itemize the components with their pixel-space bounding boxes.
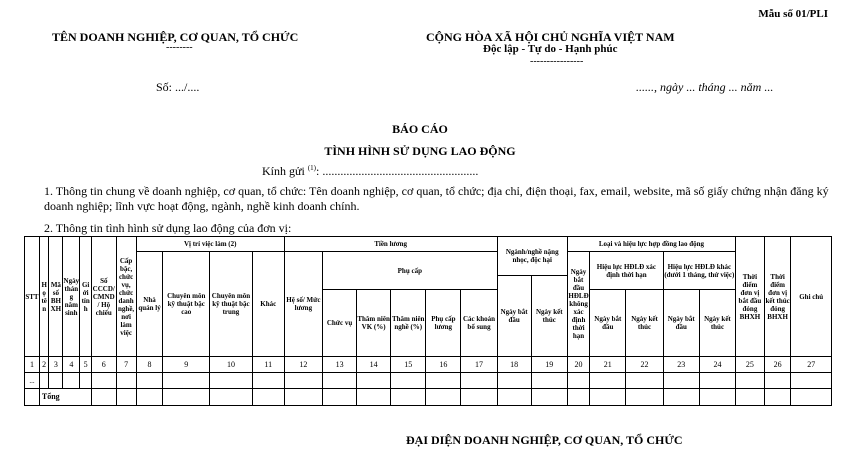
header-khoan-bo-sung: Các khoản bổ sung [461, 290, 497, 357]
col-num: 16 [426, 357, 461, 373]
motto: Độc lập - Tự do - Hạnh phúc [483, 43, 618, 55]
col-num: 9 [163, 357, 210, 373]
header-nganh-ket-thuc: Ngày kết thúc [531, 276, 567, 357]
header-nha-quan-ly: Nhà quản lý [136, 252, 163, 357]
col-num: 4 [63, 357, 80, 373]
col-num: 2 [39, 357, 49, 373]
header-ngay-sinh: Ngày tháng năm sinh [63, 237, 80, 357]
total-row [25, 389, 832, 406]
header-xd-ket-thuc: Ngày kết thúc [626, 290, 663, 357]
col-num: 25 [736, 357, 765, 373]
org-name: TÊN DOANH NGHIỆP, CƠ QUAN, TỔ CHỨC [52, 30, 299, 44]
header-cmkt-cao: Chuyên môn kỹ thuật bậc cao [163, 252, 210, 357]
header-khac-ket-thuc: Ngày kết thúc [699, 290, 735, 357]
col-num: 21 [590, 357, 626, 373]
col-num: 27 [791, 357, 832, 373]
header-ho-ten: Họ tên [39, 237, 49, 357]
col-num: 13 [323, 357, 357, 373]
header-xac-dinh-thoi-han: Hiệu lực HĐLĐ xác định thời hạn [590, 252, 663, 290]
header-cmkt-trung: Chuyên môn kỹ thuật bậc trung [210, 252, 253, 357]
labor-report-table [24, 236, 832, 406]
header-xd-bat-dau: Ngày bắt đầu [590, 290, 626, 357]
col-num: 10 [210, 357, 253, 373]
col-num: 23 [663, 357, 699, 373]
col-num: 3 [49, 357, 63, 373]
header-tien-luong: Tiền lương [284, 237, 497, 252]
org-dash: -------- [166, 42, 193, 53]
column-number-row [25, 357, 832, 373]
nation-title: CỘNG HÒA XÃ HỘI CHỦ NGHĨA VIỆT NAM [426, 30, 675, 44]
recipient-line [262, 164, 478, 179]
col-num: 1 [25, 357, 40, 373]
col-num: 6 [92, 357, 116, 373]
col-num: 18 [497, 357, 531, 373]
header-cccd: Số CCCD/ CMND/ Hộ chiếu [92, 237, 116, 357]
header-phu-cap-luong: Phụ cấp lương [426, 290, 461, 357]
header-stt: STT [25, 237, 40, 357]
report-title: BÁO CÁO [392, 122, 448, 136]
header-td-ket-thuc-bhxh: Thời điểm đơn vị kết thúc đóng BHXH [764, 237, 791, 357]
col-num: 19 [531, 357, 567, 373]
col-num: 7 [116, 357, 136, 373]
header-ghi-chu: Ghi chú [791, 237, 832, 357]
header-he-so: Hệ số/ Mức lương [284, 252, 322, 357]
header-phu-cap: Phụ cấp [323, 252, 498, 290]
col-num: 14 [357, 357, 391, 373]
col-num: 22 [626, 357, 663, 373]
col-num: 15 [391, 357, 426, 373]
form-code: Mẫu số 01/PLI [758, 8, 828, 20]
header-khac: Khác [252, 252, 284, 357]
header-vi-tri-viec-lam: Vị trí việc làm (2) [136, 237, 284, 252]
header-tham-nien-vk: Thâm niên VK (%) [357, 290, 391, 357]
row-dots: ... [25, 373, 40, 389]
col-num: 5 [80, 357, 92, 373]
footer-signature-title: ĐẠI DIỆN DOANH NGHIỆP, CƠ QUAN, TỔ CHỨC [406, 433, 683, 447]
section-1: 1. Thông tin chung về doanh nghiệp, cơ quan, tổ chức: Tên doanh nghiệp, cơ quan, tổ chức; địa chỉ, điện thoại, fax, email, website, mã số giấy chứng nhận đăng ký doanh nghiệp; lĩnh vực hoạt động, ngành, nghề kinh doanh chính. [44, 184, 829, 213]
section-2: 2. Thông tin tình hình sử dụng lao động của đơn vị: [44, 221, 292, 235]
header-khong-xac-dinh: Ngày bắt đầu HĐLĐ không xác định thời hạn [567, 252, 589, 357]
recipient-footnote: (1) [307, 164, 317, 172]
recipient-dots: : .................................................... [316, 164, 479, 178]
header-cap-bac: Cấp bậc, chức vụ, chức danh nghề, nơi làm việc [116, 237, 136, 357]
col-num: 20 [567, 357, 589, 373]
doc-number: Số: .../.... [156, 80, 200, 94]
header-loai-hieu-luc: Loại và hiệu lực hợp đồng lao động [567, 237, 735, 252]
header-tham-nien-nghe: Thâm niên nghề (%) [391, 290, 426, 357]
col-num: 17 [461, 357, 497, 373]
header-ma-so-bhxh: Mã số BHXH [49, 237, 63, 357]
header-chuc-vu: Chức vụ [323, 290, 357, 357]
col-num: 12 [284, 357, 322, 373]
header-td-bat-dau-bhxh: Thời điểm đơn vị bắt đầu đóng BHXH [736, 237, 765, 357]
table-row [25, 373, 832, 389]
col-num: 8 [136, 357, 163, 373]
recipient-label: Kính gửi [262, 164, 305, 178]
col-num: 11 [252, 357, 284, 373]
report-subtitle: TÌNH HÌNH SỬ DỤNG LAO ĐỘNG [324, 144, 516, 158]
motto-dash: ---------------- [530, 56, 584, 67]
date-line: ......, ngày ... tháng ... năm ... [636, 80, 774, 94]
col-num: 26 [764, 357, 791, 373]
total-label: Tổng [39, 389, 91, 406]
header-nganh-bat-dau: Ngày bắt đầu [497, 276, 531, 357]
header-gioi-tinh: Giới tính [80, 237, 92, 357]
header-khac-hd: Hiệu lực HĐLĐ khác (dưới 1 tháng, thử việc) [663, 252, 735, 290]
col-num: 24 [699, 357, 735, 373]
header-khac-bat-dau: Ngày bắt đầu [663, 290, 699, 357]
header-nganh-nghe: Ngành/nghề nặng nhọc, độc hại [497, 237, 567, 276]
